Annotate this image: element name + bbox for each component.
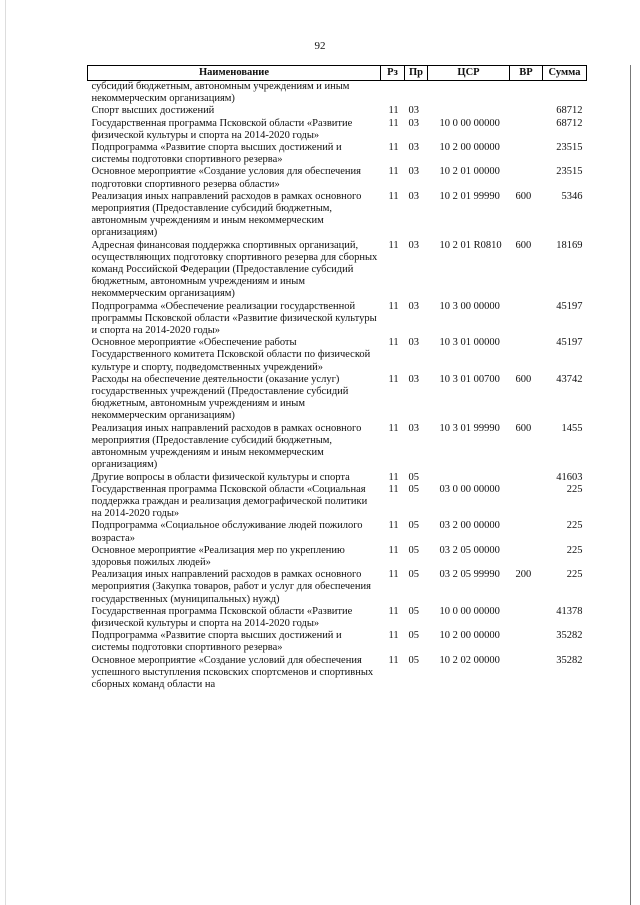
cell-pr: 05: [408, 654, 419, 666]
cell-vr: [510, 520, 543, 544]
cell-vr: 600: [515, 190, 532, 202]
cell-rz: 11: [388, 544, 399, 556]
table-row: [88, 191, 587, 240]
cell-pr: 03: [408, 337, 419, 349]
table-row: [88, 118, 587, 142]
page-number: 92: [314, 40, 326, 52]
cell-rz: 11: [388, 117, 399, 129]
cell-vr: [510, 606, 543, 630]
cell-rz: [381, 81, 405, 106]
cell-sum: [543, 81, 587, 106]
cell-rz: 11: [388, 239, 399, 251]
cell-pr: 03: [408, 105, 419, 117]
table-row: [88, 655, 587, 692]
table-row: [88, 301, 587, 338]
cell-sum: 35282: [556, 630, 583, 642]
cell-csr: 10 2 01 R0810: [439, 239, 502, 251]
cell-csr: 03 2 05 00000: [439, 544, 500, 556]
cell-name: Другие вопросы в области физической культуры и спорта: [91, 471, 350, 483]
header-rz: Рз: [381, 66, 405, 81]
cell-csr: 10 3 01 99990: [439, 422, 500, 434]
cell-sum: 41378: [556, 605, 583, 617]
cell-sum: 225: [566, 483, 583, 495]
cell-vr: 600: [515, 422, 532, 434]
cell-name: Расходы на обеспечение деятельности (оказание услуг) государственных учреждений (Предоставление субсидий бюджетным, автономным учреждениям и иным некоммерческим организациям): [91, 373, 349, 422]
cell-csr: 10 0 00 00000: [439, 117, 500, 129]
cell-sum: 68712: [556, 117, 583, 129]
cell-rz: 11: [388, 105, 399, 117]
cell-name: Реализация иных направлений расходов в рамках основного мероприятия (Предоставление субсидий бюджетным, автономным учреждениям и иным некоммерческим организациям): [91, 422, 362, 471]
cell-vr: [510, 472, 543, 484]
cell-rz: 11: [388, 605, 399, 617]
cell-name: Основное мероприятие «Создание условий для обеспечения успешного выступления псковских спортсменов и спортивных сборных команд области на: [91, 654, 374, 690]
cell-sum: 225: [566, 569, 583, 581]
table-row: [88, 374, 587, 423]
cell-pr: 03: [408, 422, 419, 434]
cell-csr: 10 0 00 00000: [439, 605, 500, 617]
cell-rz: 11: [388, 142, 399, 154]
cell-pr: 03: [408, 190, 419, 202]
cell-pr: 03: [408, 166, 419, 178]
header-pr: Пр: [405, 66, 428, 81]
cell-sum: 225: [566, 520, 583, 532]
cell-sum: 18169: [556, 239, 583, 251]
cell-rz: 11: [388, 654, 399, 666]
cell-rz: 11: [388, 630, 399, 642]
cell-name: Государственная программа Псковской области «Социальная поддержка граждан и реализация демографической политики на 2014-2020 годы»: [91, 483, 368, 520]
cell-sum: 68712: [556, 105, 583, 117]
cell-name: Государственная программа Псковской области «Развитие физической культуры и спорта на 2014-2020 годы»: [91, 117, 353, 141]
cell-name: Подпрограмма «Социальное обслуживание людей пожилого возраста»: [91, 520, 363, 544]
cell-vr: 200: [515, 569, 532, 581]
cell-csr: [428, 81, 510, 106]
cell-rz: 11: [388, 300, 399, 312]
cell-pr: 05: [408, 471, 419, 483]
table-header-row: [88, 66, 587, 81]
scan-edge-line: [5, 0, 6, 905]
cell-pr: 05: [408, 569, 419, 581]
cell-name: Спорт высших достижений: [91, 105, 215, 117]
cell-pr: 05: [408, 483, 419, 495]
cell-sum: 1455: [561, 422, 583, 434]
cell-vr: [510, 142, 543, 166]
table-row: [88, 484, 587, 521]
cell-vr: 600: [515, 239, 532, 251]
cell-name: Адресная финансовая поддержка спортивных организаций, осуществляющих подготовку спортивного резерва для сборных команд Российской Федерации (Предоставление субсидий бюджетным, автономным учреждениям и иным некоммерческим организациям): [91, 239, 378, 300]
table-row: [88, 142, 587, 166]
cell-pr: 03: [408, 300, 419, 312]
cell-csr: 10 3 01 00000: [439, 337, 500, 349]
cell-pr: 05: [408, 605, 419, 617]
table-row: [88, 240, 587, 301]
table-body: [88, 81, 587, 692]
cell-sum: 35282: [556, 654, 583, 666]
cell-name: Государственная программа Псковской области «Развитие физической культуры и спорта на 2014-2020 годы»: [91, 605, 353, 629]
cell-rz: 11: [388, 373, 399, 385]
cell-csr: [428, 105, 510, 117]
table-row: [88, 81, 587, 106]
cell-name: Подпрограмма «Развитие спорта высших достижений и системы подготовки спортивного резерва»: [91, 142, 342, 166]
cell-name: Подпрограмма «Обеспечение реализации государственной программы Псковской области «Развитие физической культуры и спорта на 2014-2020 годы»: [91, 300, 377, 337]
table-row: [88, 105, 587, 117]
table-right-border: [630, 65, 631, 905]
cell-name: Основное мероприятие «Обеспечение работы Государственного комитета Псковской области по физической культуре и спорту, подведомственных учреждений»: [91, 337, 371, 373]
cell-name: Подпрограмма «Развитие спорта высших достижений и системы подготовки спортивного резерва»: [91, 630, 342, 654]
cell-rz: 11: [388, 471, 399, 483]
budget-table: [87, 65, 587, 691]
cell-vr: [510, 655, 543, 692]
cell-csr: 10 2 01 99990: [439, 190, 500, 202]
cell-csr: 03 2 05 99990: [439, 569, 500, 581]
cell-name: Реализация иных направлений расходов в рамках основного мероприятия (Закупка товаров, работ и услуг для обеспечения государственных (муниципальных) нужд): [91, 569, 371, 605]
header-vr: ВР: [510, 66, 543, 81]
cell-csr: 10 2 01 00000: [439, 166, 500, 178]
table-row: [88, 337, 587, 374]
cell-rz: 11: [388, 166, 399, 178]
cell-pr: 03: [408, 239, 419, 251]
cell-pr: 03: [408, 117, 419, 129]
cell-vr: [510, 105, 543, 117]
cell-csr: 10 3 00 00000: [439, 300, 500, 312]
cell-vr: 600: [515, 373, 532, 385]
cell-csr: 10 2 00 00000: [439, 142, 500, 154]
cell-vr: [510, 81, 543, 106]
cell-sum: 45197: [556, 337, 583, 349]
table-row: [88, 569, 587, 606]
cell-name: Основное мероприятие «Реализация мер по укреплению здоровья пожилых людей»: [91, 544, 345, 568]
table-row: [88, 606, 587, 630]
table-row: [88, 520, 587, 544]
cell-csr: [428, 472, 510, 484]
cell-vr: [510, 118, 543, 142]
cell-name: субсидий бюджетным, автономным учреждениям и иным некоммерческим организациям): [91, 81, 350, 105]
cell-vr: [510, 545, 543, 569]
header-sum: Сумма: [543, 66, 587, 81]
table-row: [88, 423, 587, 472]
table-row: [88, 545, 587, 569]
cell-pr: [405, 81, 428, 106]
cell-sum: 5346: [561, 190, 583, 202]
cell-vr: [510, 166, 543, 190]
table-row: [88, 630, 587, 654]
cell-sum: 45197: [556, 300, 583, 312]
cell-rz: 11: [388, 569, 399, 581]
cell-csr: 03 2 00 00000: [439, 520, 500, 532]
header-name: Наименование: [88, 66, 381, 81]
cell-vr: [510, 337, 543, 374]
cell-vr: [510, 301, 543, 338]
cell-sum: 225: [566, 544, 583, 556]
cell-rz: 11: [388, 337, 399, 349]
cell-name: Реализация иных направлений расходов в рамках основного мероприятия (Предоставление субсидий бюджетным, автономным учреждениям и иным некоммерческим организациям): [91, 190, 362, 239]
table-row: [88, 166, 587, 190]
cell-rz: 11: [388, 520, 399, 532]
cell-pr: 03: [408, 373, 419, 385]
header-csr: ЦСР: [428, 66, 510, 81]
cell-sum: 43742: [556, 373, 583, 385]
cell-sum: 23515: [556, 142, 583, 154]
cell-sum: 41603: [556, 471, 583, 483]
cell-csr: 10 2 00 00000: [439, 630, 500, 642]
cell-csr: 10 3 01 00700: [439, 373, 500, 385]
cell-vr: [510, 630, 543, 654]
cell-pr: 05: [408, 630, 419, 642]
cell-rz: 11: [388, 190, 399, 202]
cell-rz: 11: [388, 422, 399, 434]
cell-pr: 05: [408, 544, 419, 556]
cell-pr: 03: [408, 142, 419, 154]
cell-rz: 11: [388, 483, 399, 495]
cell-pr: 05: [408, 520, 419, 532]
cell-name: Основное мероприятие «Создание условия для обеспечения подготовки спортивного резерва области»: [91, 166, 361, 190]
cell-csr: 03 0 00 00000: [439, 483, 500, 495]
cell-csr: 10 2 02 00000: [439, 654, 500, 666]
cell-vr: [510, 484, 543, 521]
table-row: [88, 472, 587, 484]
cell-sum: 23515: [556, 166, 583, 178]
